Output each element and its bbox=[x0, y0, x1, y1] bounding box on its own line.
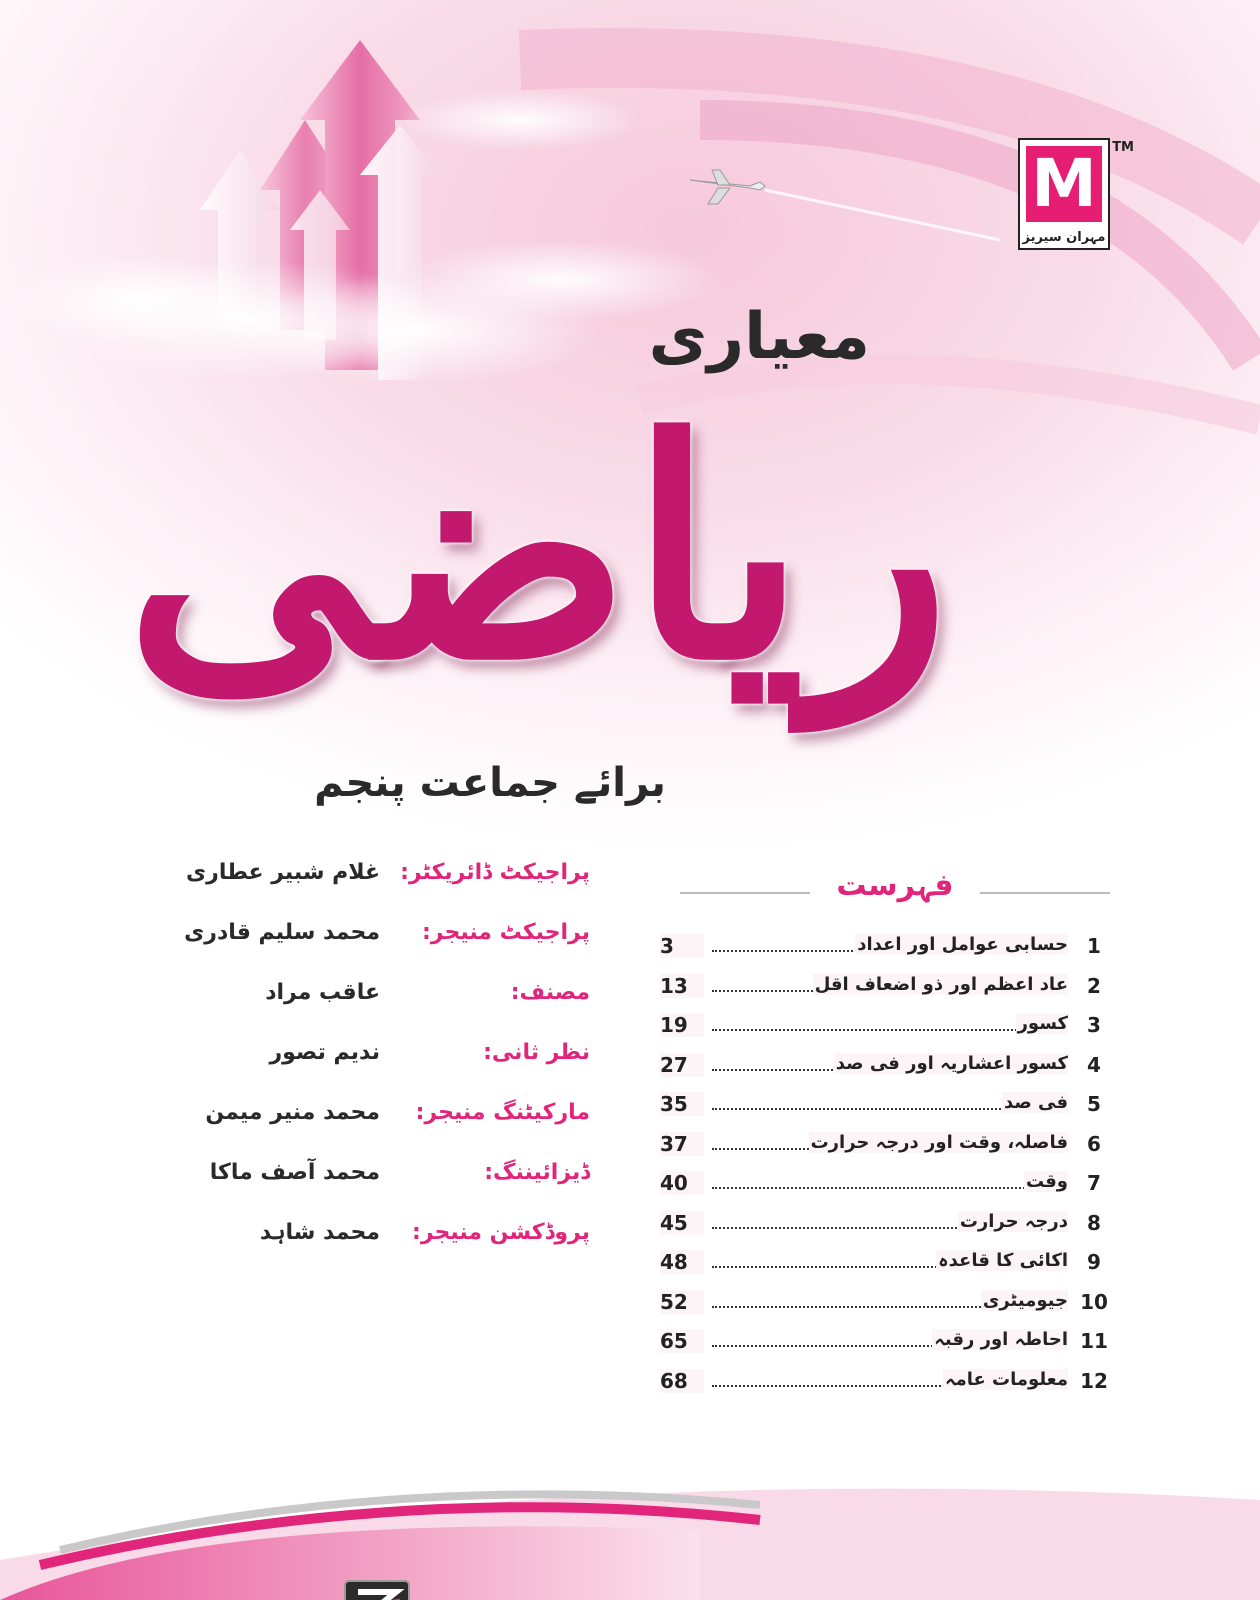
toc-item-number: 9 bbox=[1087, 1250, 1101, 1274]
toc-item-title: کسور bbox=[1017, 1013, 1068, 1034]
toc-item-page: 19 bbox=[660, 1013, 704, 1037]
trademark-mark: TM bbox=[1112, 140, 1134, 155]
toc-item-page: 13 bbox=[660, 974, 704, 998]
toc-item[interactable] bbox=[660, 1053, 1110, 1093]
toc-item-number: 6 bbox=[1087, 1131, 1101, 1156]
credit-row bbox=[190, 980, 590, 1040]
toc-item-title: اکائی کا قاعدہ bbox=[938, 1250, 1068, 1271]
toc-item-page: 3 bbox=[660, 934, 704, 958]
credit-role: پراجیکٹ منیجر: bbox=[422, 920, 590, 945]
credit-row bbox=[190, 1160, 590, 1220]
table-of-contents bbox=[660, 934, 1110, 1408]
toc-leader-dots bbox=[712, 1187, 1068, 1189]
toc-item-title: جیومیٹری bbox=[982, 1289, 1068, 1311]
credit-row bbox=[190, 1220, 590, 1280]
toc-item-title: کسور اعشاریہ اور فی صد bbox=[835, 1052, 1068, 1074]
toc-item-page: 27 bbox=[660, 1053, 704, 1077]
toc-item-page: 65 bbox=[660, 1329, 704, 1353]
toc-item[interactable] bbox=[660, 1171, 1110, 1211]
credit-name: محمد شاہد bbox=[259, 1220, 380, 1245]
credit-name: ندیم تصور bbox=[269, 1040, 380, 1065]
book-subtitle: معیاری bbox=[648, 300, 870, 374]
credits-list bbox=[184, 860, 590, 1280]
airplane-icon bbox=[690, 170, 765, 204]
toc-item[interactable] bbox=[660, 1013, 1110, 1053]
toc-item-title: فی صد bbox=[1003, 1092, 1068, 1113]
mehran-series-logo bbox=[1018, 138, 1110, 250]
credit-name: محمد منیر میمن bbox=[205, 1100, 380, 1125]
toc-item[interactable] bbox=[660, 974, 1110, 1014]
toc-item-page: 35 bbox=[660, 1092, 704, 1116]
toc-item-number: 7 bbox=[1087, 1171, 1101, 1195]
toc-item[interactable] bbox=[660, 1369, 1110, 1409]
toc-item-page: 45 bbox=[660, 1211, 704, 1235]
grade-label: برائے جماعت پنجم bbox=[314, 760, 666, 806]
credit-name: محمد آصف ماکا bbox=[209, 1160, 380, 1185]
toc-item-title: فاصلہ، وقت اور درجہ حرارت bbox=[810, 1131, 1068, 1153]
toc-item[interactable] bbox=[660, 1132, 1110, 1172]
toc-item[interactable] bbox=[660, 1250, 1110, 1290]
credit-name: محمد سلیم قادری bbox=[184, 920, 380, 945]
toc-item-number: 8 bbox=[1087, 1210, 1101, 1235]
credit-row bbox=[190, 1100, 590, 1160]
toc-item-page: 37 bbox=[660, 1132, 704, 1156]
toc-heading bbox=[680, 868, 1110, 903]
toc-item-title: حسابی عوامل اور اعداد bbox=[857, 934, 1068, 955]
toc-item-page: 52 bbox=[660, 1290, 704, 1314]
logo-caption: مہران سیریز bbox=[1022, 230, 1106, 245]
toc-item-page: 48 bbox=[660, 1250, 704, 1274]
credit-name: عاقب مراد bbox=[265, 980, 380, 1005]
toc-item-number: 2 bbox=[1087, 973, 1101, 998]
logo-letter: M bbox=[1026, 146, 1102, 222]
toc-item-number: 4 bbox=[1087, 1052, 1101, 1077]
toc-item-page: 40 bbox=[660, 1171, 704, 1195]
toc-heading-label: فہرست bbox=[836, 868, 954, 903]
toc-item[interactable] bbox=[660, 1329, 1110, 1369]
toc-item[interactable] bbox=[660, 934, 1110, 974]
toc-item-number: 12 bbox=[1080, 1368, 1108, 1393]
toc-item-number: 1 bbox=[1087, 934, 1101, 958]
toc-item-number: 11 bbox=[1080, 1329, 1108, 1353]
credit-row bbox=[184, 920, 590, 980]
toc-item-number: 10 bbox=[1080, 1289, 1108, 1314]
toc-item-page: 68 bbox=[660, 1369, 704, 1393]
toc-item[interactable] bbox=[660, 1211, 1110, 1251]
toc-item-title: عاد اعظم اور ذو اضعاف اقل bbox=[814, 973, 1068, 995]
publisher-logo-icon bbox=[344, 1580, 410, 1600]
credit-role: نظر ثانی: bbox=[483, 1040, 590, 1065]
credit-role: مارکیٹنگ منیجر: bbox=[415, 1100, 590, 1125]
credit-row bbox=[185, 860, 590, 920]
toc-item-number: 5 bbox=[1087, 1092, 1101, 1116]
credit-role: مصنف: bbox=[510, 980, 590, 1005]
book-title: ریاضی bbox=[125, 373, 950, 726]
credit-role: پروڈکشن منیجر: bbox=[412, 1220, 590, 1245]
toc-item-title: احاطہ اور رقبہ bbox=[934, 1329, 1068, 1350]
credit-role: ڈیزائیننگ: bbox=[484, 1160, 590, 1185]
toc-item[interactable] bbox=[660, 1092, 1110, 1132]
credit-row bbox=[190, 1040, 590, 1100]
toc-item[interactable] bbox=[660, 1290, 1110, 1330]
credit-role: پراجیکٹ ڈائریکٹر: bbox=[400, 860, 590, 885]
credit-name: غلام شبیر عطاری bbox=[185, 860, 380, 885]
toc-item-title: معلومات عامہ bbox=[945, 1368, 1068, 1390]
toc-item-title: درجہ حرارت bbox=[959, 1210, 1068, 1232]
toc-item-number: 3 bbox=[1087, 1013, 1101, 1037]
toc-item-title: وقت bbox=[1025, 1171, 1068, 1192]
